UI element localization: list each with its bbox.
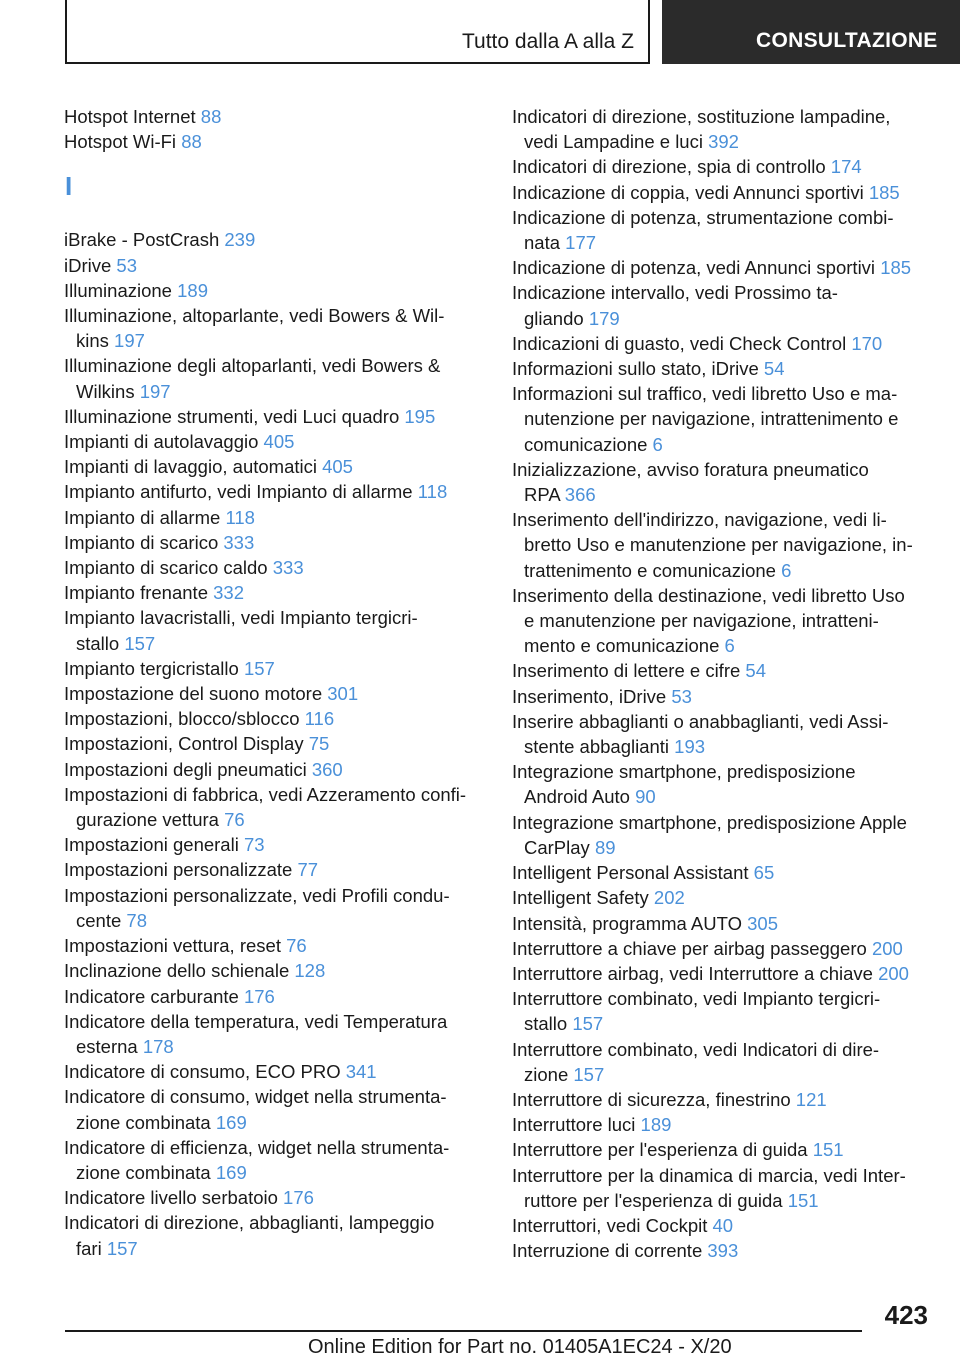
page-reference-link[interactable]: 157 [572,1013,604,1035]
index-entry-term: Interruttore combinato, vedi Impianto tergicri- [512,988,881,1010]
index-entry-term: Indicatori di direzione, sostituzione lampadine, [512,106,891,127]
index-entry-term: Impostazioni generali [64,834,239,856]
index-entry-term: Informazioni sul traffico, vedi libretto Uso e ma- [512,383,898,405]
index-entry-continuation: zione combinata [76,1161,211,1183]
index-entry [64,505,484,530]
index-entry [512,759,932,809]
index-entry-term: Indicazioni di guasto, vedi Check Control [512,332,847,354]
index-entry-term: Inserimento di lettere e cifre [512,660,741,682]
header-rule-bottom [65,62,650,64]
index-entry [512,1213,932,1238]
index-entry-continuation: trattenimento e comunicazione [524,559,776,581]
index-entry-term: Indicatore di consumo, ECO PRO [64,1061,341,1083]
index-entry [512,658,932,683]
index-entry [64,1135,484,1185]
index-entry-term: Impianto di scarico caldo [64,557,268,579]
page-reference-link[interactable]: 333 [272,557,304,579]
index-entry [64,555,484,580]
footer-edition: Online Edition for Part no. 01405A1EC24 - X/20 [308,1336,732,1358]
index-entry [512,1087,932,1112]
index-entry-term: Inserimento della destinazione, vedi libretto Uso [512,584,905,606]
page-reference-link[interactable]: 185 [868,181,900,203]
page-reference-link[interactable]: 239 [224,229,256,251]
index-entry-term: Intensità, programma AUTO [512,912,742,934]
index-entry [64,479,484,504]
page-reference-link[interactable]: 90 [635,786,656,808]
page-reference-link[interactable]: 53 [671,685,692,707]
page-reference-link[interactable]: 393 [707,1240,739,1262]
index-entry-term: Indicazione di potenza, vedi Annunci sportivi [512,257,876,279]
index-entry-continuation: ruttore per l'esperienza di guida [524,1189,783,1211]
index-entry-term: Impianto di scarico [64,531,219,553]
index-entry-term: Hotspot Wi-Fi [64,131,177,153]
index-entry [512,810,932,860]
index-entry-continuation: e manutenzione per navigazione, intratteni- [524,610,879,632]
page-reference-link[interactable]: 54 [745,660,766,682]
index-entry [512,684,932,709]
index-entry [64,933,484,958]
index-entry-continuation: cente [76,909,122,931]
page-reference-link[interactable]: 366 [564,484,596,506]
page-reference-link[interactable]: 54 [763,358,785,380]
page-reference-link[interactable]: 176 [243,985,275,1007]
index-entry [512,356,932,381]
index-entry [64,129,484,154]
index-entry-continuation: Android Auto [524,786,630,808]
page-reference-link[interactable]: 177 [565,232,597,254]
index-entry [64,1059,484,1084]
chapter-tab-label: CONSULTAZIONE [756,29,938,52]
index-entry-term: Illuminazione strumenti, vedi Luci quadro [64,405,400,427]
index-entry-term: Impianto frenante [64,582,208,604]
index-entry-term: Integrazione smartphone, predisposizione [512,761,856,783]
section-title: Tutto dalla A alla Z [462,30,634,53]
page-reference-link[interactable]: 197 [114,330,145,352]
page-reference-link[interactable]: 169 [215,1111,247,1133]
index-entry-term: Inserire abbaglianti o anabbaglianti, vedi Assi- [512,710,889,732]
index-entry [64,706,484,731]
index-entry [512,885,932,910]
index-entry [512,457,932,507]
index-entry [64,1009,484,1059]
page-reference-link[interactable]: 197 [139,380,171,402]
index-entry [512,911,932,936]
index-entry [64,757,484,782]
index-entry-term: Indicatore livello serbatoio [64,1187,278,1209]
page-reference-link[interactable]: 193 [674,736,706,758]
page-reference-link[interactable]: 332 [213,582,244,604]
index-entry-term: Impianti di lavaggio, automatici [64,456,317,478]
page-reference-link[interactable]: 405 [263,431,295,453]
index-entry-term: Interruttore airbag, vedi Interruttore a chiave [512,962,873,984]
index-entry-term: Impianto antifurto, vedi Impianto di allarme [64,481,413,503]
index-entry-continuation: nata [524,232,561,254]
page-reference-link[interactable]: 305 [747,912,778,934]
index-entry-term: Intelligent Personal Assistant [512,862,749,884]
index-entry [512,1037,932,1087]
index-entry-term: Interruzione di corrente [512,1240,703,1262]
index-entry-continuation: fari [76,1237,102,1259]
page-reference-link[interactable]: 6 [652,433,663,455]
index-entry [64,303,484,353]
chapter-tab[interactable] [662,0,960,64]
index-entry [64,958,484,983]
page-reference-link[interactable]: 157 [243,657,275,679]
page-reference-link[interactable]: 73 [243,834,265,856]
index-entry [64,253,484,278]
page-reference-link[interactable]: 53 [116,254,137,276]
index-entry [64,731,484,756]
index-entry [512,104,932,154]
index-entry [64,530,484,555]
page-reference-link[interactable]: 78 [126,909,147,931]
index-entry-term: Intelligent Safety [512,887,649,909]
index-entry-continuation: kins [76,330,109,352]
index-entry-continuation: gliando [524,307,584,329]
index-entry [512,255,932,280]
index-entry-term: Integrazione smartphone, predisposizione Apple [512,811,907,833]
index-entry [512,381,932,457]
index-entry-term: Inserimento dell'indirizzo, navigazione, vedi li- [512,509,887,531]
index-entry-term: Impostazioni personalizzate [64,859,293,881]
page-reference-link[interactable]: 169 [215,1161,247,1183]
footer-rule [65,1330,862,1332]
index-entry-term: Indicatori di direzione, spia di controllo [512,156,826,178]
index-entry-continuation: stallo [524,1013,568,1035]
index-letter-heading: I [65,171,73,202]
index-entry-term: Impianti di autolavaggio [64,431,259,453]
index-entry [512,180,932,205]
page-reference-link[interactable]: 76 [286,935,307,957]
index-entry-continuation: bretto Uso e manutenzione per navigazione, in- [524,534,913,556]
index-entry [512,1163,932,1213]
index-entry-continuation: zione [524,1063,569,1085]
page-reference-link[interactable]: 176 [283,1187,314,1209]
page-reference-link[interactable]: 174 [830,156,862,178]
header-rule-left [65,0,67,64]
page-reference-link[interactable]: 77 [297,859,319,881]
index-entry [64,454,484,479]
index-entry-term: Indicazione intervallo, vedi Prossimo ta- [512,282,838,304]
page-header [0,0,960,66]
index-entry [64,227,484,252]
page-reference-link[interactable]: 128 [294,960,326,982]
index-entry-term: Impostazioni, blocco/sblocco [64,708,300,730]
index-entry-continuation: stallo [76,632,120,654]
page-reference-link[interactable]: 76 [224,809,245,831]
index-entry-continuation: comunicazione [524,433,648,455]
index-entry [512,936,932,961]
index-entry-term: Illuminazione [64,279,172,301]
index-entry-term: Impianto lavacristalli, vedi Impianto tergicri- [64,607,418,629]
index-entry-term: iDrive [64,254,112,276]
index-entry [512,1137,932,1162]
page-reference-link[interactable]: 151 [787,1189,819,1211]
index-entry [512,709,932,759]
index-entry-term: Indicatore della temperatura, vedi Temperatura [64,1010,448,1032]
index-entry-continuation: mento e comunicazione [524,635,720,657]
index-entry-term: Impostazioni, Control Display [64,733,304,755]
index-entry-term: Interruttore luci [512,1114,636,1136]
page-reference-link[interactable]: 75 [308,733,330,755]
index-column-left [64,104,484,1261]
index-entry-term: iBrake - PostCrash [64,229,220,251]
index-entry-term: Interruttore combinato, vedi Indicatori di dire- [512,1038,880,1060]
index-entry [512,154,932,179]
index-entry [512,331,932,356]
index-entry [64,1084,484,1134]
index-entry-term: Indicatore di efficienza, widget nella strumenta- [64,1136,450,1158]
page-reference-link[interactable]: 88 [181,131,202,153]
index-entry-term: Indicazione di potenza, strumentazione combi- [512,206,894,228]
index-entry [64,857,484,882]
page-reference-link[interactable]: 40 [712,1214,734,1236]
page-reference-link[interactable]: 301 [327,683,359,705]
index-entry-term: Indicatore di consumo, widget nella strumenta- [64,1086,447,1108]
index-entry [512,583,932,659]
index-entry [64,278,484,303]
index-entry-continuation: CarPlay [524,836,590,858]
index-entry-term: Interruttore a chiave per airbag passeggero [512,937,867,959]
index-entry [64,984,484,1009]
page-reference-link[interactable]: 202 [653,887,685,909]
index-entry-continuation: stente abbaglianti [524,736,670,758]
index-entry [64,1210,484,1260]
index-column-right [512,104,932,1263]
page-reference-link[interactable]: 6 [781,559,792,581]
page-reference-link[interactable]: 179 [588,307,620,329]
index-entry-continuation: zione combinata [76,1111,211,1133]
index-entry-continuation: esterna [76,1035,138,1057]
index-entry [64,681,484,706]
index-entry-term: Impostazioni di fabbrica, vedi Azzeramento confi- [64,783,467,805]
page-reference-link[interactable]: 157 [106,1237,138,1259]
index-entry [64,353,484,403]
index-entry-term: Impostazioni personalizzate, vedi Profili condu- [64,884,450,906]
index-entry-term: Interruttore per la dinamica di marcia, vedi Inter- [512,1164,906,1186]
index-entry [512,961,932,986]
index-entry [64,404,484,429]
index-entry-term: Illuminazione degli altoparlanti, vedi Bowers & [64,355,441,377]
index-entry [512,1238,932,1263]
index-entry-continuation: nutenzione per navigazione, intrattenimento e [524,408,899,430]
index-entry-continuation: vedi Lampadine e luci [524,131,703,153]
page-reference-link[interactable]: 116 [304,708,335,730]
page-reference-link[interactable]: 151 [812,1139,844,1161]
index-entry [64,782,484,832]
index-entry-term: Interruttori, vedi Cockpit [512,1214,708,1236]
index-entry [64,580,484,605]
page-reference-link[interactable]: 200 [878,962,909,984]
index-entry [64,656,484,681]
index-entry-continuation: Wilkins [76,380,135,402]
index-entry-term: Inizializzazione, avviso foratura pneumatico [512,458,869,480]
index-entry-term: Impostazioni degli pneumatici [64,758,307,780]
page-reference-link[interactable]: 360 [311,758,343,780]
page-reference-link[interactable]: 88 [200,106,222,127]
index-entry-continuation: gurazione vettura [76,809,219,831]
index-entry-continuation: RPA [524,484,560,506]
page-reference-link[interactable]: 65 [753,862,775,884]
page-reference-link[interactable]: 118 [417,481,448,503]
page-reference-link[interactable]: 118 [225,506,255,528]
page-reference-link[interactable]: 195 [404,405,436,427]
index-entry-term: Indicatore carburante [64,985,239,1007]
index-entry [512,280,932,330]
index-entry [512,1112,932,1137]
page-reference-link[interactable]: 6 [724,635,735,657]
index-entry [64,1185,484,1210]
index-entry [64,832,484,857]
index-entry-term: Impostazioni vettura, reset [64,935,281,957]
page-reference-link[interactable]: 405 [322,456,353,478]
index-entry-term: Impianto di allarme [64,506,221,528]
page-reference-link[interactable]: 189 [640,1114,672,1136]
page-reference-link[interactable]: 157 [124,632,156,654]
index-entry [64,605,484,655]
index-entry [512,205,932,255]
page-reference-link[interactable]: 189 [177,279,208,301]
index-entry [512,860,932,885]
index-entry [64,429,484,454]
header-rule-right [648,0,650,64]
index-entry [64,104,484,129]
page-reference-link[interactable]: 170 [851,332,883,354]
page-reference-link[interactable]: 392 [708,131,739,153]
index-entry-term: Informazioni sullo stato, iDrive [512,358,759,380]
index-entry-term: Hotspot Internet [64,106,196,127]
page-reference-link[interactable]: 200 [871,937,903,959]
index-entry-term: Impostazione del suono motore [64,683,323,705]
page-reference-link[interactable]: 185 [880,257,912,279]
index-entry [512,986,932,1036]
page-reference-link[interactable]: 333 [223,531,255,553]
index-entry-term: Interruttore di sicurezza, finestrino [512,1088,791,1110]
index-entry-term: Inclinazione dello schienale [64,960,290,982]
index-entry [64,883,484,933]
index-entry [512,507,932,583]
index-entry-term: Indicazione di coppia, vedi Annunci sportivi [512,181,864,203]
index-entry-term: Impianto tergicristallo [64,657,239,679]
page-reference-link[interactable]: 89 [594,836,616,858]
page-number: 423 [884,1300,928,1330]
page-reference-link[interactable]: 121 [795,1088,827,1110]
index-entry-term: Inserimento, iDrive [512,685,667,707]
index-entry-term: Indicatori di direzione, abbaglianti, lampeggio [64,1212,435,1234]
page-reference-link[interactable]: 157 [573,1063,605,1085]
page-reference-link[interactable]: 178 [142,1035,174,1057]
index-entry-term: Illuminazione, altoparlante, vedi Bowers & Wil- [64,305,445,327]
index-entry-term: Interruttore per l'esperienza di guida [512,1139,808,1161]
page-reference-link[interactable]: 341 [345,1061,377,1083]
